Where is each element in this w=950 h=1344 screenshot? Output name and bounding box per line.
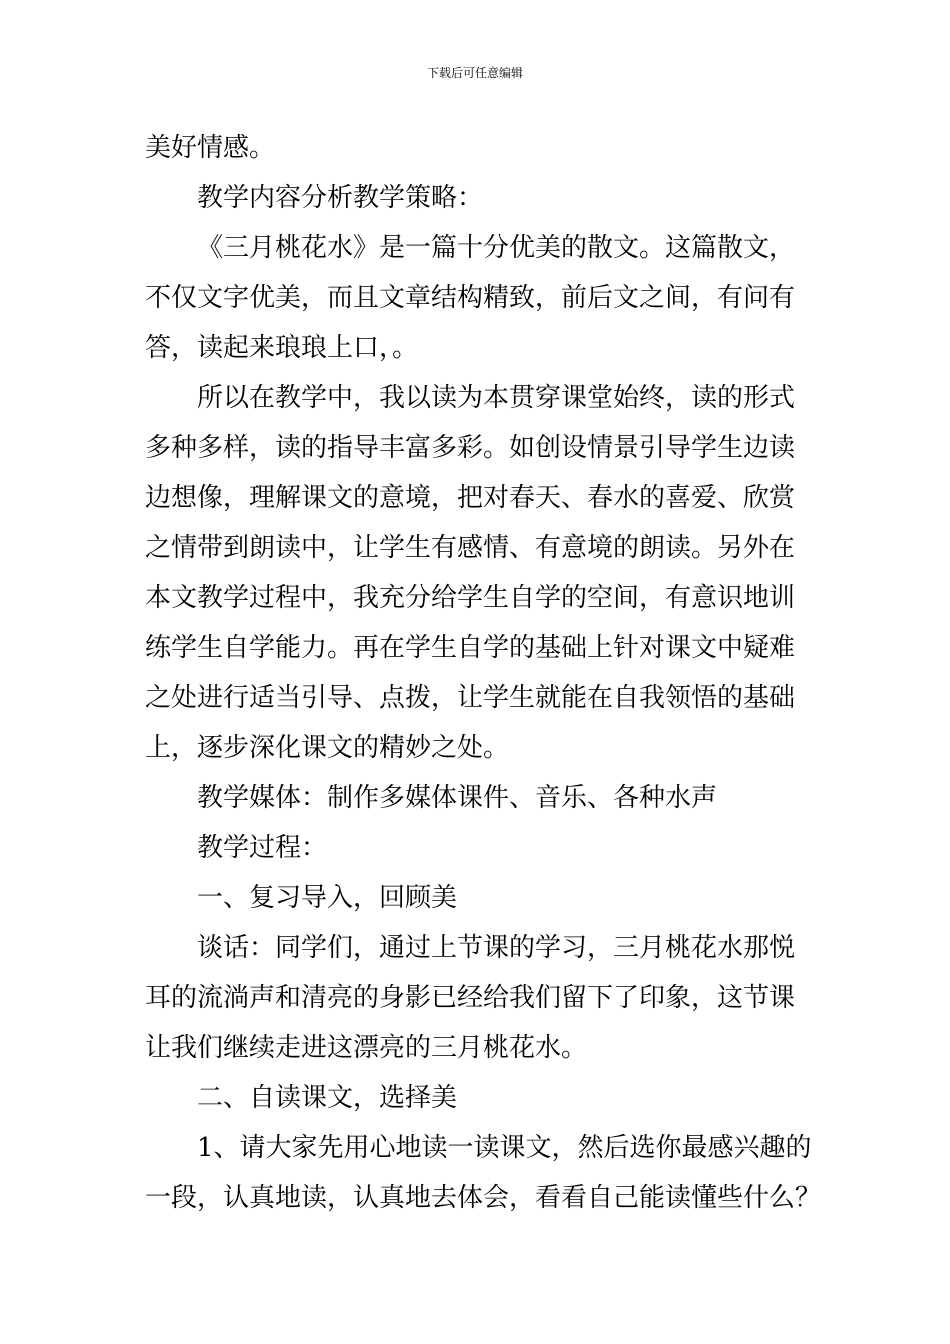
text-line: 边想像，理解课文的意境，把对春天、春水的喜爱、欣赏 bbox=[145, 483, 796, 513]
text-line: 上，逐步深化课文的精妙之处。 bbox=[145, 733, 510, 763]
text-line: 之情带到朗读中，让学生有感情、有意境的朗读。另外在 bbox=[145, 533, 796, 563]
text-line: 多种多样，读的指导丰富多彩。如创设情景引导学生边读 bbox=[145, 433, 796, 463]
text-line: 一段，认真地读，认真地去体会，看看自己能读懂些什么？ bbox=[145, 1183, 822, 1213]
text-line: 教学媒体：制作多媒体课件、音乐、各种水声 bbox=[197, 783, 718, 813]
text-line: 练学生自学能力。再在学生自学的基础上针对课文中疑难 bbox=[145, 633, 796, 663]
text-line: 一、复习导入，回顾美 bbox=[197, 883, 458, 913]
text-line: 1、请大家先用心地读一读课文，然后选你最感兴趣的 bbox=[197, 1133, 812, 1163]
text-line: 教学内容分析教学策略： bbox=[197, 183, 484, 213]
page-header: 下载后可任意编辑 bbox=[426, 66, 523, 80]
text-line: 让我们继续走进这漂亮的三月桃花水。 bbox=[145, 1033, 588, 1063]
text-line: 二、自读课文，选择美 bbox=[197, 1083, 458, 1113]
text-line: 美好情感。 bbox=[145, 133, 276, 163]
text-line: 教学过程： bbox=[197, 833, 328, 863]
text-line: 《三月桃花水》是一篇十分优美的散文。这篇散文， bbox=[197, 233, 796, 263]
text-line: 所以在教学中，我以读为本贯穿课堂始终，读的形式 bbox=[197, 383, 796, 413]
text-line: 之处进行适当引导、点拨，让学生就能在自我领悟的基础 bbox=[145, 683, 796, 713]
document-body bbox=[145, 123, 822, 1223]
text-line: 谈话：同学们，通过上节课的学习，三月桃花水那悦 bbox=[197, 933, 796, 963]
text-line: 本文教学过程中，我充分给学生自学的空间，有意识地训 bbox=[145, 583, 796, 613]
text-line: 答，读起来琅琅上口，。 bbox=[145, 333, 419, 363]
text-line: 不仅文字优美，而且文章结构精致，前后文之间，有问有 bbox=[145, 283, 796, 313]
text-line: 耳的流淌声和清亮的身影已经给我们留下了印象，这节课 bbox=[145, 983, 796, 1013]
